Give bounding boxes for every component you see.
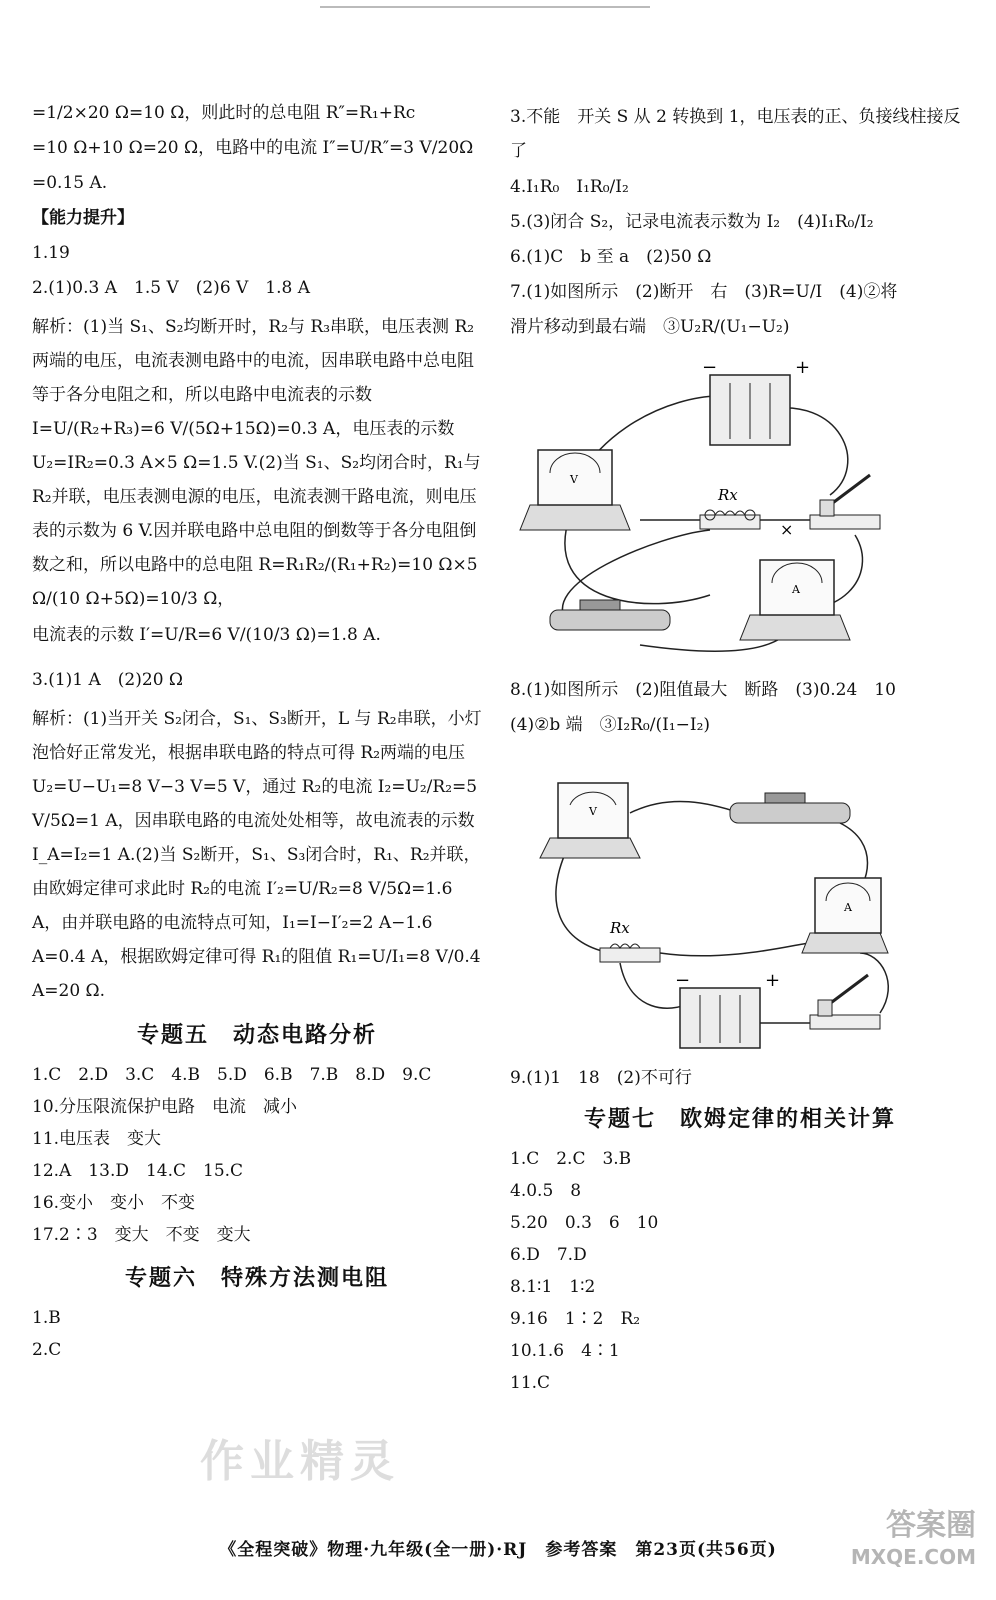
topic5-answer: 10.分压限流保护电路 电流 减小 — [32, 1097, 298, 1117]
watermark-logo: 答案圈 — [886, 1508, 976, 1543]
topic5-answer: 17.2∶3 变大 不变 变大 — [32, 1225, 251, 1245]
topic7-answer: 6.D 7.D — [510, 1245, 587, 1265]
calc-line-1: =1/2×20 Ω=10 Ω，则此时的总电阻 R″=R₁+Rc — [32, 103, 416, 123]
answer-r8-cont: (4)②b 端 ③I₂R₀/(I₁−I₂) — [510, 715, 711, 735]
topic7-title: 专题七 欧姆定律的相关计算 — [583, 1107, 896, 1132]
answer-r6: 6.(1)C b 至 a (2)50 Ω — [510, 247, 712, 267]
switch-icon — [810, 475, 880, 529]
resistor-icon — [600, 944, 660, 962]
switch-icon — [810, 975, 880, 1029]
rheostat-icon — [730, 793, 850, 823]
resistor-icon — [700, 510, 760, 529]
left-column — [32, 100, 482, 1366]
voltmeter-label: V — [570, 473, 578, 486]
ammeter-label: A — [844, 901, 852, 914]
topic5-answer: 16.变小 变小 不变 — [32, 1193, 196, 1213]
topic5-answer: 12.A 13.D 14.C 15.C — [32, 1161, 244, 1181]
page-footer: 《全程突破》物理·九年级(全一册)·RJ 参考答案 第23页(共56页) — [219, 1540, 777, 1560]
topic5-answer: 11.电压表 变大 — [32, 1129, 162, 1149]
topic5-title: 专题五 动态电路分析 — [136, 1023, 377, 1048]
topic7-answer: 9.16 1∶2 R₂ — [510, 1309, 641, 1329]
topic7-answer: 11.C — [510, 1373, 551, 1393]
battery-minus: − — [702, 357, 718, 378]
battery-plus: + — [765, 970, 781, 991]
top-rule — [320, 6, 650, 8]
topic6-answer: 1.B — [32, 1308, 61, 1328]
calc-line-3: =0.15 A. — [32, 173, 108, 193]
battery-plus: + — [795, 357, 811, 378]
answer-r7: 7.(1)如图所示 (2)断开 右 (3)R=U/I (4)②将 — [510, 282, 898, 302]
analysis-q2: 解析：(1)当 S₁、S₂均断开时，R₂与 R₃串联，电压表测 R₂两端的电压，电流表测电路中的电流，因串联电路中总电阻等于各分电阻之和，所以电路中电流表的示数 I=U/(R₂+R₃)=6 V/(5Ω+15Ω)=0.3 A，电压表的示数 U₂=IR₂=0.3 A×5 Ω=1.5 V.(2)当 S₁、S₂均闭合时，R₁与 R₂并联，电压表测电源的电压，电流表测干路电流，则电压表的示数为 6 V.因并联电路中总电阻的倒数等于各分电阻倒数之和，所以电路中的总电阻 R=R₁R₂/(R₁+R₂)=10 Ω×5 Ω/(10 Ω+5Ω)=10/3 Ω， — [32, 317, 481, 609]
voltmeter-label: V — [589, 805, 597, 818]
ammeter-label: A — [792, 583, 800, 596]
topic7-answer: 5.20 0.3 6 10 — [510, 1213, 659, 1233]
cross-mark: × — [780, 520, 794, 539]
topic6-answer: 2.C — [32, 1340, 62, 1360]
topic6-title: 专题六 特殊方法测电阻 — [124, 1266, 389, 1291]
analysis-q3: 解析：(1)当开关 S₂闭合，S₁、S₃断开，L 与 R₂串联，小灯泡恰好正常发光，根据串联电路的特点可得 R₂两端的电压 U₂=U−U₁=8 V−3 V=5 V，通过 R₂的电流 I₂=U₂/R₂=5 V/5Ω=1 A，因串联电路的电流处处相等，故电流表的示数 I_A=I₂=1 A.(2)当 S₂断开，S₁、S₃闭合时，R₁、R₂并联，由欧姆定律可求此时 R₂的电流 I′₂=U/R₂=8 V/5Ω=1.6 A，由并联电路的电流特点可知，I₁=I−I′₂=2 A−1.6 A=0.4 A，根据欧姆定律可得 R₁的阻值 R₁=U/I₁=8 V/0.4 A=20 Ω. — [32, 709, 482, 1001]
voltmeter-icon — [540, 783, 640, 858]
watermark-url: MXQE.COM — [850, 1545, 976, 1569]
answer-r5: 5.(3)闭合 S₂，记录电流表示数为 I₂ (4)I₁R₀/I₂ — [510, 212, 874, 232]
topic7-answer: 10.1.6 4∶1 — [510, 1341, 620, 1361]
section-ability: 【能力提升】 — [32, 208, 134, 228]
answer-r4: 4.I₁R₀ I₁R₀/I₂ — [510, 177, 629, 197]
answer-q1: 1.19 — [32, 243, 70, 263]
answer-q2: 2.(1)0.3 A 1.5 V (2)6 V 1.8 A — [32, 278, 311, 298]
rheostat-icon — [550, 600, 670, 630]
right-column — [510, 100, 970, 1399]
topic7-answer: 1.C 2.C 3.B — [510, 1149, 632, 1169]
ammeter-icon — [802, 878, 888, 953]
circuit-diagram-q7 — [510, 355, 890, 665]
answer-r7-cont: 滑片移动到最右端 ③U₂R/(U₁−U₂) — [510, 317, 790, 337]
resistor-label: Rx — [610, 919, 630, 937]
topic5-answer: 1.C 2.D 3.C 4.B 5.D 6.B 7.B 8.D 9.C — [32, 1065, 432, 1085]
analysis-q2-current: 电流表的示数 I′=U/R=6 V/(10/3 Ω)=1.8 A. — [32, 625, 381, 645]
calc-line-2: =10 Ω+10 Ω=20 Ω，电路中的电流 I″=U/R″=3 V/20Ω — [32, 138, 474, 158]
battery-icon — [710, 375, 790, 445]
battery-minus: − — [675, 970, 691, 991]
topic7-answer: 4.0.5 8 — [510, 1181, 582, 1201]
answer-r9: 9.(1)1 18 (2)不可行 — [510, 1068, 692, 1088]
circuit-diagram-q8 — [510, 753, 890, 1053]
topic7-answer: 8.1∶1 1∶2 — [510, 1277, 596, 1297]
resistor-label: Rx — [718, 486, 738, 504]
answer-q3: 3.(1)1 A (2)20 Ω — [32, 670, 184, 690]
ammeter-icon — [740, 560, 850, 640]
voltmeter-icon — [520, 450, 630, 530]
answer-r8: 8.(1)如图所示 (2)阻值最大 断路 (3)0.24 10 — [510, 680, 896, 700]
answer-r3: 3.不能 开关 S 从 2 转换到 1，电压表的正、负接线柱接反了 — [510, 107, 961, 161]
watermark-center: 作业精灵 — [200, 1436, 400, 1487]
battery-icon — [680, 988, 760, 1048]
